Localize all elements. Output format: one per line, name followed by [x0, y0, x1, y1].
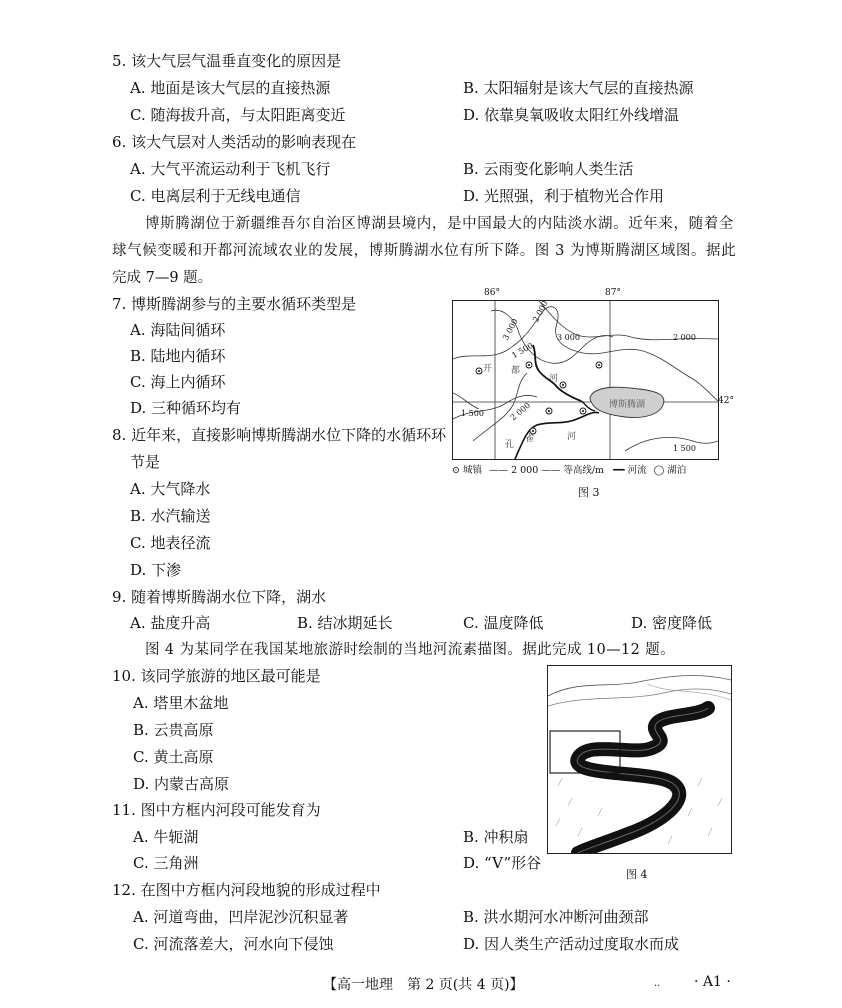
passage1-line2: 球气候变暖和开都河流域农业的发展，博斯腾湖水位有所下降。图 3 为博斯腾湖区域图。据此	[112, 243, 737, 259]
town-marker-dots	[478, 364, 600, 432]
q5-option-d: D. 依靠臭氧吸收太阳红外线增温	[463, 106, 680, 124]
page-footer-label: 【高一地理 第 2 页(共 4 页)】	[323, 977, 524, 993]
legend-lake-icon: ◯	[653, 465, 665, 476]
q9-option-b: B. 结冰期延长	[297, 614, 393, 632]
q9-option-a: A. 盐度升高	[130, 614, 211, 632]
q6-option-c: C. 电离层利于无线电通信	[130, 187, 301, 205]
legend-town-label: 城镇	[463, 465, 483, 476]
q12-option-a: A. 河道弯曲，凹岸泥沙沉积显著	[133, 908, 349, 926]
q12-option-d: D. 因人类生产活动过度取水而成	[463, 935, 680, 953]
legend-river-icon: ━━	[613, 465, 625, 476]
q11-option-d: D. “V”形谷	[463, 854, 542, 872]
map-lon-87: 87°	[605, 288, 621, 298]
q6-option-a: A. 大气平流运动利于飞机飞行	[130, 160, 331, 178]
legend-river-label: 河流	[627, 465, 647, 476]
q8-option-b: B. 水汽输送	[130, 507, 211, 525]
q7-option-d: D. 三种循环均有	[130, 399, 242, 417]
contour-label-2000-c: 2 000	[508, 400, 533, 423]
river-label-du: 都	[511, 366, 521, 376]
lake-label: 博斯腾湖	[609, 400, 646, 410]
q8-stem-line1: 8. 近年来，直接影响博斯腾湖水位下降的水循环环	[112, 426, 447, 444]
q8-option-a: A. 大气降水	[130, 480, 211, 498]
q8-option-c: C. 地表径流	[130, 534, 211, 552]
passage1-line3: 完成 7—9 题。	[112, 270, 213, 286]
q7-option-c: C. 海上内循环	[130, 373, 226, 391]
legend-contour-label: 等高线/m	[563, 465, 605, 476]
q7-option-b: B. 陆地内循环	[130, 347, 226, 365]
q5-option-b: B. 太阳辐射是该大气层的直接热源	[463, 79, 694, 97]
map-lon-86: 86°	[484, 288, 500, 298]
q11-stem: 11. 图中方框内河段可能发育为	[112, 801, 321, 819]
q5-option-c: C. 随海拔升高，与太阳距离变近	[130, 106, 346, 124]
river-label-que: 雀	[525, 434, 535, 444]
contour-label-2000-b: 2 000	[673, 333, 696, 342]
contour-label-3000-b: 3 000	[557, 333, 580, 342]
q12-stem: 12. 在图中方框内河段地貌的形成过程中	[112, 881, 381, 899]
figure-4-caption: 图 4	[626, 868, 648, 881]
figure-3-caption: 图 3	[578, 486, 600, 499]
river-label-kai: 开	[483, 364, 493, 374]
q11-option-b: B. 冲积扇	[463, 828, 529, 846]
q12-option-b: B. 洪水期河水冲断河曲颈部	[463, 908, 649, 926]
q9-option-d: D. 密度降低	[631, 614, 713, 632]
q6-stem: 6. 该大气层对人类活动的影响表现在	[112, 133, 357, 151]
map-lat-42: 42°	[718, 396, 734, 406]
q10-option-c: C. 黄土高原	[133, 748, 214, 766]
q6-option-b: B. 云雨变化影响人类生活	[463, 160, 634, 178]
q8-option-d: D. 下渗	[130, 561, 182, 579]
map-drawing	[453, 301, 718, 459]
q7-stem: 7. 博斯腾湖参与的主要水循环类型是	[112, 295, 357, 313]
passage1-line1: 博斯腾湖位于新疆维吾尔自治区博湖县境内，是中国最大的内陆淡水湖。近年来，随着全	[145, 216, 734, 232]
q11-option-a: A. 牛轭湖	[133, 828, 199, 846]
q8-stem-line2: 节是	[130, 453, 161, 471]
q9-stem: 9. 随着博斯腾湖水位下降，湖水	[112, 588, 327, 606]
contour-label-2000-a: 2 000	[531, 299, 550, 324]
q10-option-d: D. 内蒙古高原	[133, 775, 230, 793]
q10-option-b: B. 云贵高原	[133, 721, 214, 739]
legend-lake-label: 湖泊	[667, 465, 687, 476]
river-label-he1: 河	[549, 374, 559, 384]
river-sketch-drawing	[548, 666, 731, 853]
q12-option-c: C. 河流落差大，河水向下侵蚀	[133, 935, 334, 953]
contour-label-1500-c: 1 500	[673, 444, 696, 453]
contour-label-1500-a: 1 500	[510, 340, 535, 361]
legend-contour-value: 2 000	[511, 465, 539, 476]
q11-option-c: C. 三角洲	[133, 854, 199, 872]
q10-option-a: A. 塔里木盆地	[133, 694, 229, 712]
legend-contour-icon-2: ——	[541, 465, 561, 476]
legend-contour-icon: ——	[489, 465, 509, 476]
passage2-line1: 图 4 为某同学在我国某地旅游时绘制的当地河流素描图。据此完成 10—12 题。	[145, 642, 676, 658]
q10-stem: 10. 该同学旅游的地区最可能是	[112, 667, 321, 685]
contour-label-1500-b: 1 500	[461, 409, 484, 418]
q6-option-d: D. 光照强，利于植物光合作用	[463, 187, 665, 205]
footer-dots: ..	[654, 978, 661, 989]
q5-stem: 5. 该大气层气温垂直变化的原因是	[112, 52, 342, 70]
legend-town-icon: ⊙	[452, 465, 460, 476]
q7-option-a: A. 海陆间循环	[130, 321, 226, 339]
contour-label-3000-a: 3 000	[501, 317, 520, 342]
lake-region-map	[452, 300, 719, 460]
q9-option-c: C. 温度降低	[463, 614, 544, 632]
river-label-he2: 河	[567, 432, 577, 442]
river-sketch-image	[547, 665, 732, 854]
contour-line-west-edge	[453, 393, 479, 409]
map-legend	[452, 462, 742, 476]
river-label-kong: 孔	[505, 440, 515, 450]
q5-option-a: A. 地面是该大气层的直接热源	[130, 79, 331, 97]
footer-code: · A1 ·	[694, 974, 731, 990]
contour-line-1500-north	[453, 307, 718, 401]
contour-line-1500-south	[625, 437, 718, 451]
